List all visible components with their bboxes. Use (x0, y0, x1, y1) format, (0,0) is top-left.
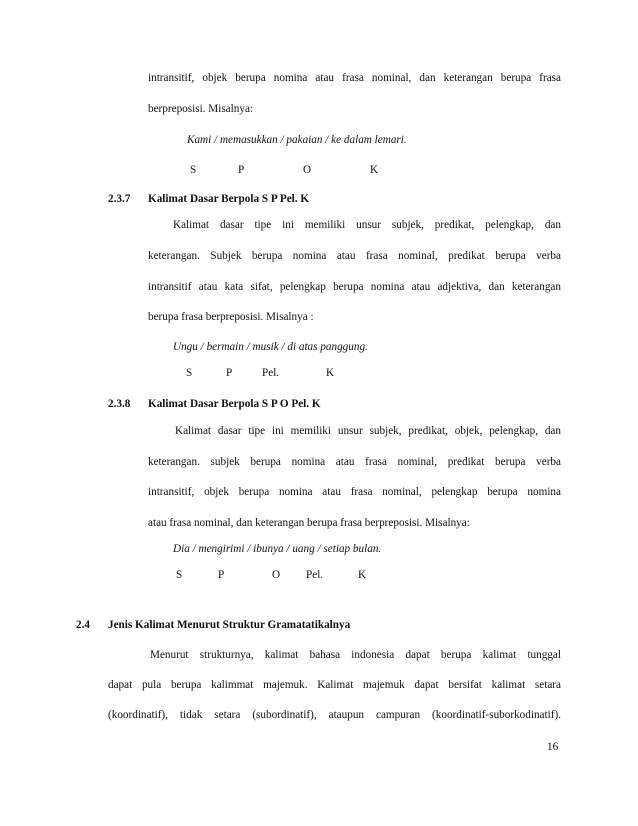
pattern-tag: O (303, 164, 312, 176)
section-number: 2.4 (76, 619, 90, 631)
pattern-tag: O (272, 569, 281, 581)
example-sentence: Dia / mengirimi / ibunya / uang / setiap bulan. (173, 543, 382, 555)
page-number: 16 (547, 741, 559, 753)
paragraph-line: intransitif, objek berupa nomina atau frasa nominal, pelengkap berupa nomina (148, 486, 561, 498)
pattern-tag: S (176, 569, 183, 581)
pattern-tag: K (326, 367, 335, 379)
section-number: 2.3.7 (108, 193, 131, 205)
pattern-tag: P (226, 367, 233, 379)
paragraph-line: (koordinatif), tidak setara (subordinatif), ataupun campuran (koordinatif-suborkodinatif). (108, 709, 561, 721)
paragraph-line: dapat pula berupa kalimmat majemuk. Kalimat majemuk dapat bersifat kalimat setara (108, 679, 561, 691)
pattern-tag: P (238, 164, 245, 176)
paragraph-line: berupa frasa berpreposisi. Misalnya : (148, 311, 314, 323)
pattern-tag: P (218, 569, 225, 581)
section-title: Kalimat Dasar Berpola S P O Pel. K (148, 398, 321, 410)
pattern-tag: S (186, 367, 193, 379)
example-sentence: Ungu / bermain / musik / di atas panggung. (173, 341, 368, 353)
pattern-tag: S (190, 164, 197, 176)
section-number: 2.3.8 (108, 398, 131, 410)
pattern-tag: K (358, 569, 367, 581)
paragraph-line: keterangan. Subjek berupa nomina atau frasa nominal, predikat berupa verba (148, 250, 561, 262)
example-sentence: Kami / memasukkan / pakaian / ke dalam lemari. (187, 134, 407, 146)
paragraph-line: atau frasa nominal, dan keterangan berupa frasa berpreposisi. Misalnya: (148, 517, 470, 529)
paragraph-line: Menurut strukturnya, kalimat bahasa indonesia dapat berupa kalimat tunggal (150, 649, 561, 661)
section-title: Kalimat Dasar Berpola S P Pel. K (148, 193, 310, 205)
paragraph-line: Kalimat dasar tipe ini memiliki unsur subjek, predikat, pelengkap, dan (173, 219, 561, 231)
paragraph-line: intransitif, objek berupa nomina atau frasa nominal, dan keterangan berupa frasa (148, 72, 561, 84)
section-title: Jenis Kalimat Menurut Struktur Gramatatikalnya (108, 619, 351, 631)
pattern-tag: Pel. (306, 569, 324, 581)
paragraph-line: keterangan. subjek berupa nomina atau frasa nominal, predikat berupa verba (148, 456, 561, 468)
paragraph-line: Kalimat dasar tipe ini memiliki unsur subjek, predikat, objek, pelengkap, dan (175, 425, 561, 437)
pattern-tag: K (370, 164, 379, 176)
pattern-tag: Pel. (262, 367, 280, 379)
paragraph-line: intransitif atau kata sifat, pelengkap berupa nomina atau adjektiva, dan keterangan (148, 281, 561, 293)
paragraph-line: berpreposisi. Misalnya: (148, 103, 254, 115)
